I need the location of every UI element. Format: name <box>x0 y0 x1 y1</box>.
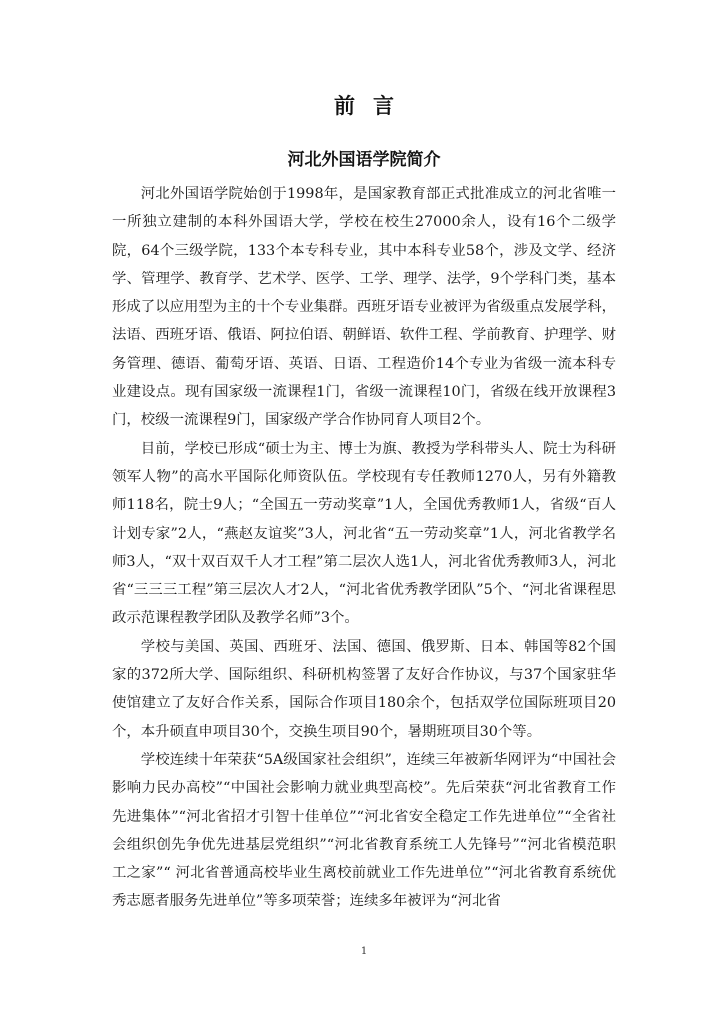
paragraph-faculty: 目前，学校已形成“硕士为主、博士为旗、教授为学科带头人、院士为科研领军人物”的高水平国际化师资队伍。学校现有专任教师1270人，另有外籍教师118名，院士9人；“全国五一劳动奖章”1人，全国优秀教师1人，省级“百人计划专家”2人，“燕赵友谊奖”3人，河北省“五一劳动奖章”1人，河北省教学名师3人，“双十双百双千人才工程”第二层次人选1人，河北省优秀教师3人，河北省“三三三工程”第三层次人才2人，“河北省优秀教学团队”5个、“河北省课程思政示范课程教学团队及教学名师”3个。 <box>112 440 616 627</box>
page-title: 前言 <box>334 94 412 118</box>
paragraph-honors: 学校连续十年荣获“5A级国家社会组织”，连续三年被新华网评为“中国社会影响力民办高校”“中国社会影响力就业典型高校”。先后荣获“河北省教育工作先进集体”“河北省招才引智十佳单位”“河北省安全稳定工作先进单位”“全省社会组织创先争优先进基层党组织”“河北省教育系统工人先锋号”“河北省模范职工之家”“ 河北省普通高校毕业生离校前就业工作先进单位”“河北省教育系统优秀志愿者服务先进单位”等多项荣誉；连续多年被评为“河北省 <box>112 751 616 910</box>
body-text <box>112 180 616 916</box>
page-subtitle: 河北外国语学院简介 <box>287 150 441 170</box>
paragraph-intro: 河北外国语学院始创于1998年，是国家教育部正式批准成立的河北省唯一一所独立建制的本科外国语大学，学校在校生27000余人，设有16个二级学院，64个三级学院，133个本专科专业，其中本科专业58个，涉及文学、经济学、管理学、教育学、艺术学、医学、工学、理学、法学，9个学科门类，基本形成了以应用型为主的十个专业集群。西班牙语专业被评为省级重点发展学科，法语、西班牙语、俄语、阿拉伯语、朝鲜语、软件工程、学前教育、护理学、财务管理、德语、葡萄牙语、英语、日语、工程造价14个专业为省级一流本科专业建设点。现有国家级一流课程1门，省级一流课程10门，省级在线开放课程3门，校级一流课程9门，国家级产学合作协同育人项目2个。 <box>112 186 616 429</box>
paragraph-international: 学校与美国、英国、西班牙、法国、德国、俄罗斯、日本、韩国等82个国家的372所大学、国际组织、科研机构签署了友好合作协议，与37个国家驻华使馆建立了友好合作关系，国际合作项目180余个，包括双学位国际班项目20个，本升硕直申项目30个，交换生项目90个，暑期班项目30个等。 <box>112 638 616 740</box>
page-number: 1 <box>360 946 368 957</box>
